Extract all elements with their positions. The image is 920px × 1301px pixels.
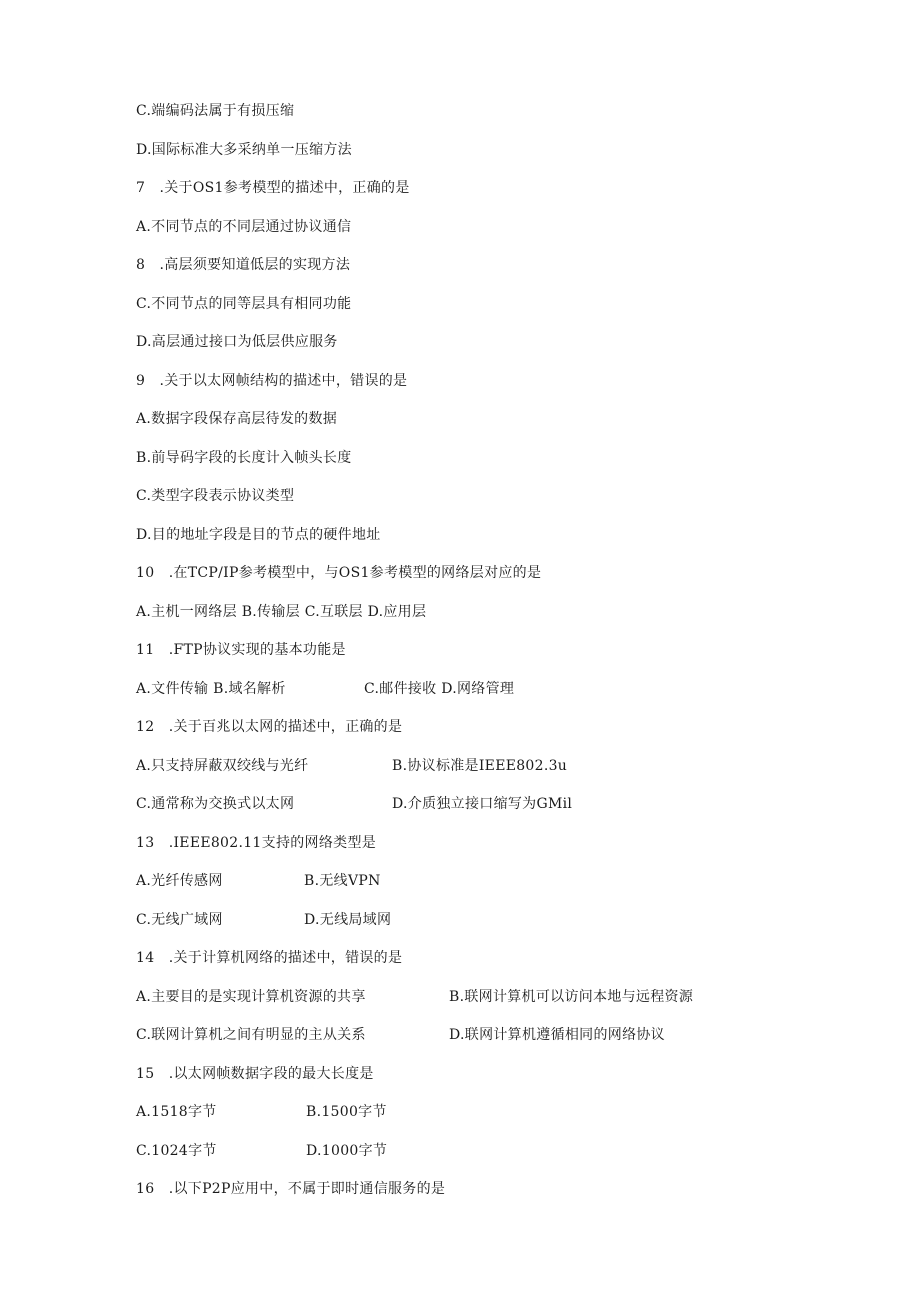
question-9: 9 .关于以太网帧结构的描述中，错误的是 [136, 373, 408, 389]
question-11: 11 .FTP协议实现的基本功能是 [136, 642, 346, 658]
option-d-q15: D.1000字节 [306, 1143, 388, 1159]
options-q10: A.主机一网络层 B.传输层 C.互联层 D.应用层 [136, 604, 427, 620]
option-a-q15: A.1518字节 [136, 1104, 217, 1120]
options-q15-ab [136, 1102, 387, 1122]
option-b-q9: B.前导码字段的长度计入帧头长度 [136, 450, 352, 466]
options-q11-ab: A.文件传输 B.域名解析 [136, 681, 286, 697]
options-q11 [136, 679, 515, 699]
option-a-q7: A.不同节点的不同层通过协议通信 [136, 219, 352, 235]
option-c-q14: C.联网计算机之间有明显的主从关系 [136, 1027, 366, 1043]
options-q13-ab [136, 871, 381, 891]
options-q13-cd [136, 910, 392, 930]
question-7: 7 .关于OS1参考模型的描述中，正确的是 [136, 180, 410, 196]
option-a-q13: A.光纤传感网 [136, 873, 223, 889]
option-c-q6: C.端编码法属于有损压缩 [136, 103, 295, 119]
option-c-q13: C.无线广域网 [136, 912, 223, 928]
option-d-q9: D.目的地址字段是目的节点的硬件地址 [136, 527, 381, 543]
question-16: 16 .以下P2P应用中，不属于即时通信服务的是 [136, 1181, 446, 1197]
option-a-q12: A.只支持屏蔽双绞线与光纤 [136, 758, 309, 774]
options-q14-ab [136, 987, 694, 1007]
options-q15-cd [136, 1141, 388, 1161]
option-c-q7: C.不同节点的同等层具有相同功能 [136, 296, 352, 312]
option-d-q7: D.高层通过接口为低层供应服务 [136, 334, 338, 350]
option-d-q12: D.介质独立接口缩写为GMil [392, 796, 573, 812]
option-b-q7: 8 .高层须要知道低层的实现方法 [136, 257, 351, 273]
options-q12-ab [136, 756, 568, 776]
option-a-q14: A.主要目的是实现计算机资源的共享 [136, 989, 366, 1005]
question-10: 10 .在TCP/IP参考模型中，与OS1参考模型的网络层对应的是 [136, 565, 542, 581]
option-b-q13: B.无线VPN [304, 873, 381, 889]
option-b-q12: B.协议标准是IEEE802.3u [392, 758, 568, 774]
question-12: 12 .关于百兆以太网的描述中，正确的是 [136, 719, 403, 735]
option-d-q6: D.国际标准大多采纳单一压缩方法 [136, 142, 352, 158]
options-q14-cd [136, 1025, 665, 1045]
option-c-q9: C.类型字段表示协议类型 [136, 488, 295, 504]
question-14: 14 .关于计算机网络的描述中，错误的是 [136, 950, 403, 966]
question-13: 13 .IEEE802.11支持的网络类型是 [136, 835, 377, 851]
option-a-q9: A.数据字段保存高层待发的数据 [136, 411, 338, 427]
option-b-q15: B.1500字节 [306, 1104, 387, 1120]
option-d-q13: D.无线局域网 [304, 912, 392, 928]
option-c-q12: C.通常称为交换式以太网 [136, 796, 295, 812]
option-c-q15: C.1024字节 [136, 1143, 217, 1159]
option-b-q14: B.联网计算机可以访问本地与远程资源 [449, 989, 694, 1005]
options-q12-cd [136, 794, 573, 814]
question-15: 15 .以太网帧数据字段的最大长度是 [136, 1066, 374, 1082]
option-d-q14: D.联网计算机遵循相同的网络协议 [449, 1027, 665, 1043]
options-q11-cd: C.邮件接收 D.网络管理 [364, 681, 515, 697]
